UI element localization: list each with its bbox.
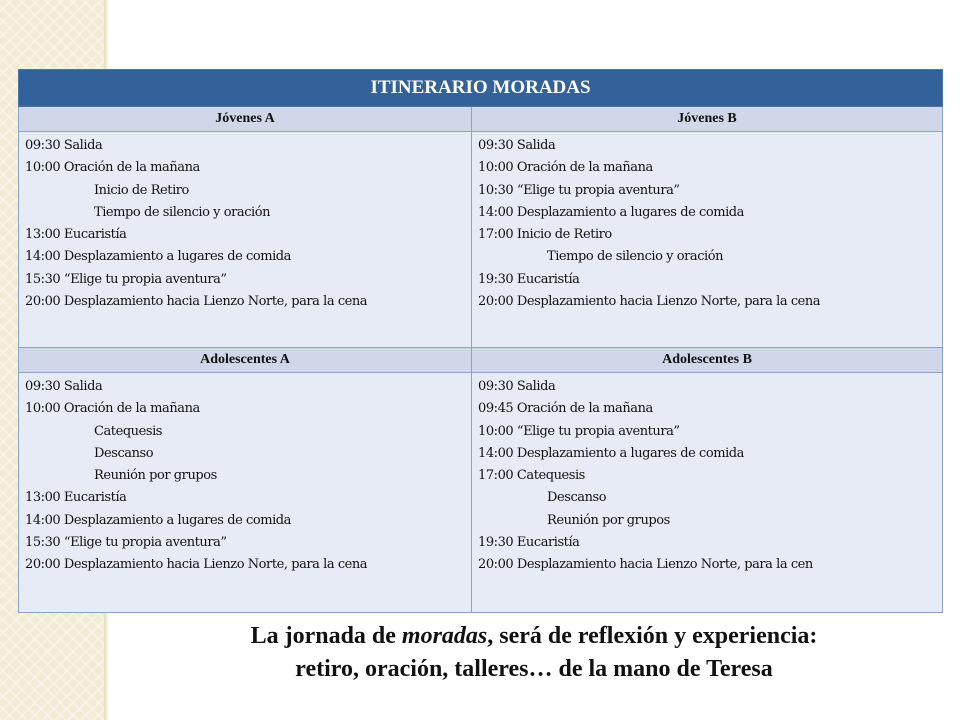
schedule-item: 13:00 Eucaristía <box>25 227 127 243</box>
caption-line-2: retiro, oración, talleres… de la mano de Teresa <box>295 656 773 682</box>
schedule-item: 10:00 Oración de la mañana <box>25 160 200 176</box>
schedule-item: 19:30 Eucaristía <box>478 535 580 551</box>
schedule-item: 20:00 Desplazamiento hacia Lienzo Norte, para la cen <box>478 557 813 573</box>
schedule-item: 17:00 Catequesis <box>478 468 585 484</box>
schedule-item: 10:30 “Elige tu propia aventura” <box>478 182 680 198</box>
caption-text-start: La jornada de <box>250 623 402 649</box>
caption-line-1 <box>108 620 960 653</box>
schedule-item: 14:00 Desplazamiento a lugares de comida <box>478 204 744 220</box>
schedule-item: 09:45 Oración de la mañana <box>478 401 653 417</box>
group-header-adolescentes-a: Adolescentes A <box>19 348 472 373</box>
schedule-item: 19:30 Eucaristía <box>478 271 580 287</box>
schedule-item: 14:00 Desplazamiento a lugares de comida <box>478 445 744 461</box>
schedule-item: 14:00 Desplazamiento a lugares de comida <box>25 512 291 528</box>
group-header-jovenes-a: Jóvenes A <box>19 107 472 132</box>
caption-text-end: , será de reflexión y experiencia: <box>487 623 818 649</box>
schedule-item: 10:00 “Elige tu propia aventura” <box>478 423 680 439</box>
table-title: ITINERARIO MORADAS <box>19 70 943 107</box>
schedule-item: Reunión por grupos <box>547 512 670 528</box>
schedule-item: Descanso <box>547 490 607 506</box>
schedule-cell-jovenes-b <box>472 132 943 348</box>
section-body-row <box>19 373 943 613</box>
section-body-row <box>19 132 943 348</box>
schedule-cell-jovenes-a <box>19 132 472 348</box>
schedule-item: 09:30 Salida <box>25 379 103 394</box>
schedule-item: 09:30 Salida <box>478 379 556 394</box>
schedule-item: 10:00 Oración de la mañana <box>25 401 200 417</box>
schedule-item: 10:00 Oración de la mañana <box>478 160 653 176</box>
schedule-item: 20:00 Desplazamiento hacia Lienzo Norte, para la cena <box>478 294 821 310</box>
group-header-adolescentes-b: Adolescentes B <box>472 348 943 373</box>
schedule-item: Reunión por grupos <box>94 468 217 484</box>
section-header-row <box>19 107 943 132</box>
schedule-item: Catequesis <box>94 423 163 439</box>
schedule-item: Inicio de Retiro <box>94 182 189 198</box>
schedule-item: Tiempo de silencio y oración <box>94 204 271 220</box>
schedule-item: Tiempo de silencio y oración <box>547 249 724 265</box>
schedule-item: 13:00 Eucaristía <box>25 490 127 506</box>
group-header-jovenes-b: Jóvenes B <box>472 107 943 132</box>
schedule-item: 09:30 Salida <box>25 138 103 153</box>
schedule-item: 20:00 Desplazamiento hacia Lienzo Norte, para la cena <box>25 557 368 573</box>
schedule-cell-adolescentes-b <box>472 373 943 613</box>
schedule-item: 14:00 Desplazamiento a lugares de comida <box>25 249 291 265</box>
schedule-cell-adolescentes-a <box>19 373 472 613</box>
section-header-row <box>19 348 943 373</box>
caption-emphasis: moradas <box>401 623 488 649</box>
schedule-item: Descanso <box>94 445 154 461</box>
slide-caption <box>108 620 960 686</box>
schedule-item: 20:00 Desplazamiento hacia Lienzo Norte, para la cena <box>25 294 368 310</box>
schedule-item: 17:00 Inicio de Retiro <box>478 227 612 243</box>
schedule-item: 15:30 “Elige tu propia aventura” <box>25 535 227 551</box>
schedule-item: 15:30 “Elige tu propia aventura” <box>25 271 227 287</box>
itinerary-table <box>18 69 943 613</box>
schedule-item: 09:30 Salida <box>478 138 556 153</box>
